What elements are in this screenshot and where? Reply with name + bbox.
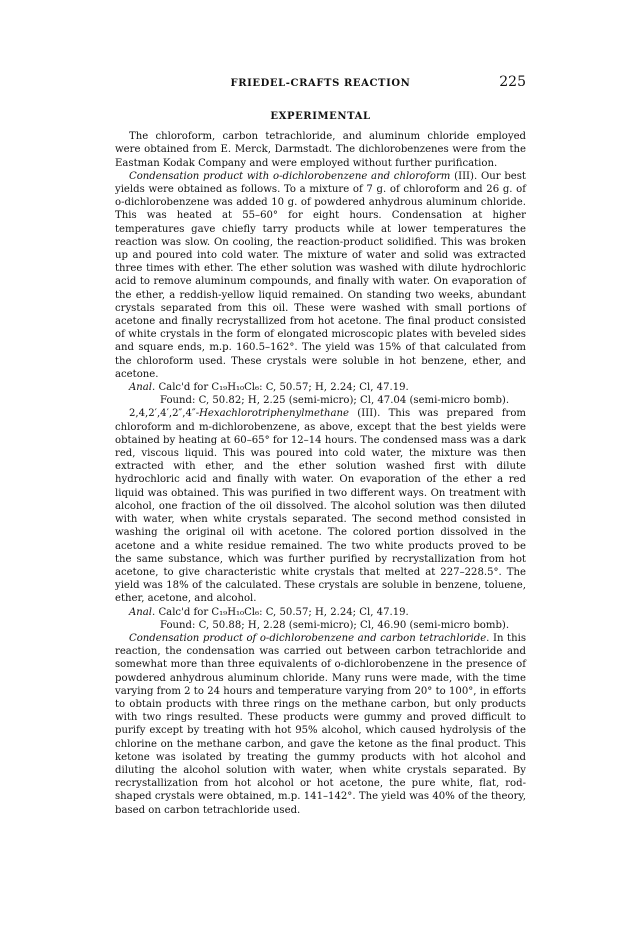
paragraph-text: In this reaction, the condensation was carried out between carbon tetrachloride and somewhat more than three equivalents of o-dichlorobenzene in the presence of powdered anhydrous aluminum chloride. Many runs were made, with the time varying from 2 to 24 hours and temperature varying from 20° to 100°, in efforts to obtain products with three rings on the methane carbon, but only products with two rings resulted. These products were gummy and proved difficult to purify except by treating with hot 95% alcohol, which caused hydrolysis of the chlorine on the methane carbon, and gave the ketone as the final product. This ketone was isolated by treating the gummy products with hot alcohol and diluting the alcohol solution with water, when white crystals separated. By recrystallization from hot alcohol or hot acetone, the pure white, flat, rod-shaped crystals were obtained, m.p. 141–142°. The yield was 40% of the theory, based on carbon tetrachloride used. [115,632,526,816]
analysis-heading: Anal. [129,606,156,618]
paragraph-heading: Condensation product of o-dichlorobenzene and carbon tetrachloride. [129,632,490,644]
paragraph-condensation-chloroform [115,170,526,381]
paragraph-text: The chloroform, carbon tetrachloride, and aluminum chloride employed were obtained from E. Merck, Darmstadt. The dichlorobenzenes were from the Eastman Kodak Company and were employed without further purification. [115,131,526,169]
paragraph-lead: 2,4,2′,4′,2″,4″- [129,408,200,420]
page-header [115,74,526,94]
analysis-found [115,619,526,632]
analysis-text: Calc'd for C₁₉H₁₀Cl₆: C, 50.57; H, 2.24; Cl, 47.19. [155,606,409,618]
document-body [115,110,526,817]
analysis-text: Calc'd for C₁₉H₁₀Cl₆: C, 50.57; H, 2.24; Cl, 47.19. [155,382,409,394]
analysis-found [115,394,526,407]
paragraph-condensation-carbon-tetrachloride [115,632,526,817]
paragraph-text: (III). Our best yields were obtained as follows. To a mixture of 7 g. of chloroform and 26 g. of o-dichlorobenzene was added 10 g. of powdered anhydrous aluminum chloride. This was heated at 55–60° for eight hours. Condensation at higher temperatures gave chiefly tarry products while at lower temperatures the reaction was slow. On cooling, the reaction-product solidified. This was broken up and poured into cold water. The mixture of water and solid was extracted three times with ether. The ether solution was washed with dilute hydrochloric acid to remove aluminum compounds, and finally with water. On evaporation of the ether, a reddish-yellow liquid remained. On standing two weeks, abundant crystals separated from this oil. These were washed with small portions of acetone and finally recrystallized from hot acetone. The final product consisted of white crystals in the form of elongated microscopic plates with beveled sides and square ends, m.p. 160.5–162°. The yield was 15% of that calculated from the chloroform used. These crystals were soluble in hot benzene, ether, and acetone. [115,170,526,380]
analysis-found-text: Found: C, 50.82; H, 2.25 (semi-micro); Cl, 47.04 (semi-micro bomb). [160,395,510,407]
paragraph-heading: Hexachlorotriphenylmethane [199,408,350,420]
paragraph-text: (III). This was prepared from chloroform and m-dichlorobenzene, as above, except that the best yields were obtained by heating at 60–65° for 12–14 hours. The condensed mass was a dark red, viscous liquid. This was poured into cold water, the mixture was then extracted with ether, and the ether solution washed first with dilute hydrochloric acid and finally with water. On evaporation of the ether a red liquid was obtained. This was purified in two different ways. On treatment with alcohol, one fraction of the oil dissolved. The alcohol solution was then diluted with water, when white crystals separated. The second method consisted in washing the original oil with acetone. The colored portion dissolved in the acetone and a white residue remained. The two white products proved to be the same substance, which was further purified by recrystallization from hot acetone, to give characteristic white crystals that melted at 227–228.5°. The yield was 18% of the calculated. These crystals are soluble in benzene, toluene, ether, acetone, and alcohol. [115,408,526,605]
section-title: EXPERIMENTAL [270,111,371,122]
paragraph-hexachlorotriphenylmethane [115,407,526,605]
analysis-calculated [115,381,526,394]
paragraph-heading: Condensation product with o-dichlorobenzene and chloroform [129,170,451,182]
running-title: FRIEDEL-CRAFTS REACTION [230,78,411,89]
analysis-calculated [115,606,526,619]
analysis-found-text: Found: C, 50.88; H, 2.28 (semi-micro); Cl, 46.90 (semi-micro bomb). [160,619,510,631]
page-number: 225 [499,74,526,90]
paragraph-materials [115,130,526,170]
analysis-heading: Anal. [129,382,156,394]
